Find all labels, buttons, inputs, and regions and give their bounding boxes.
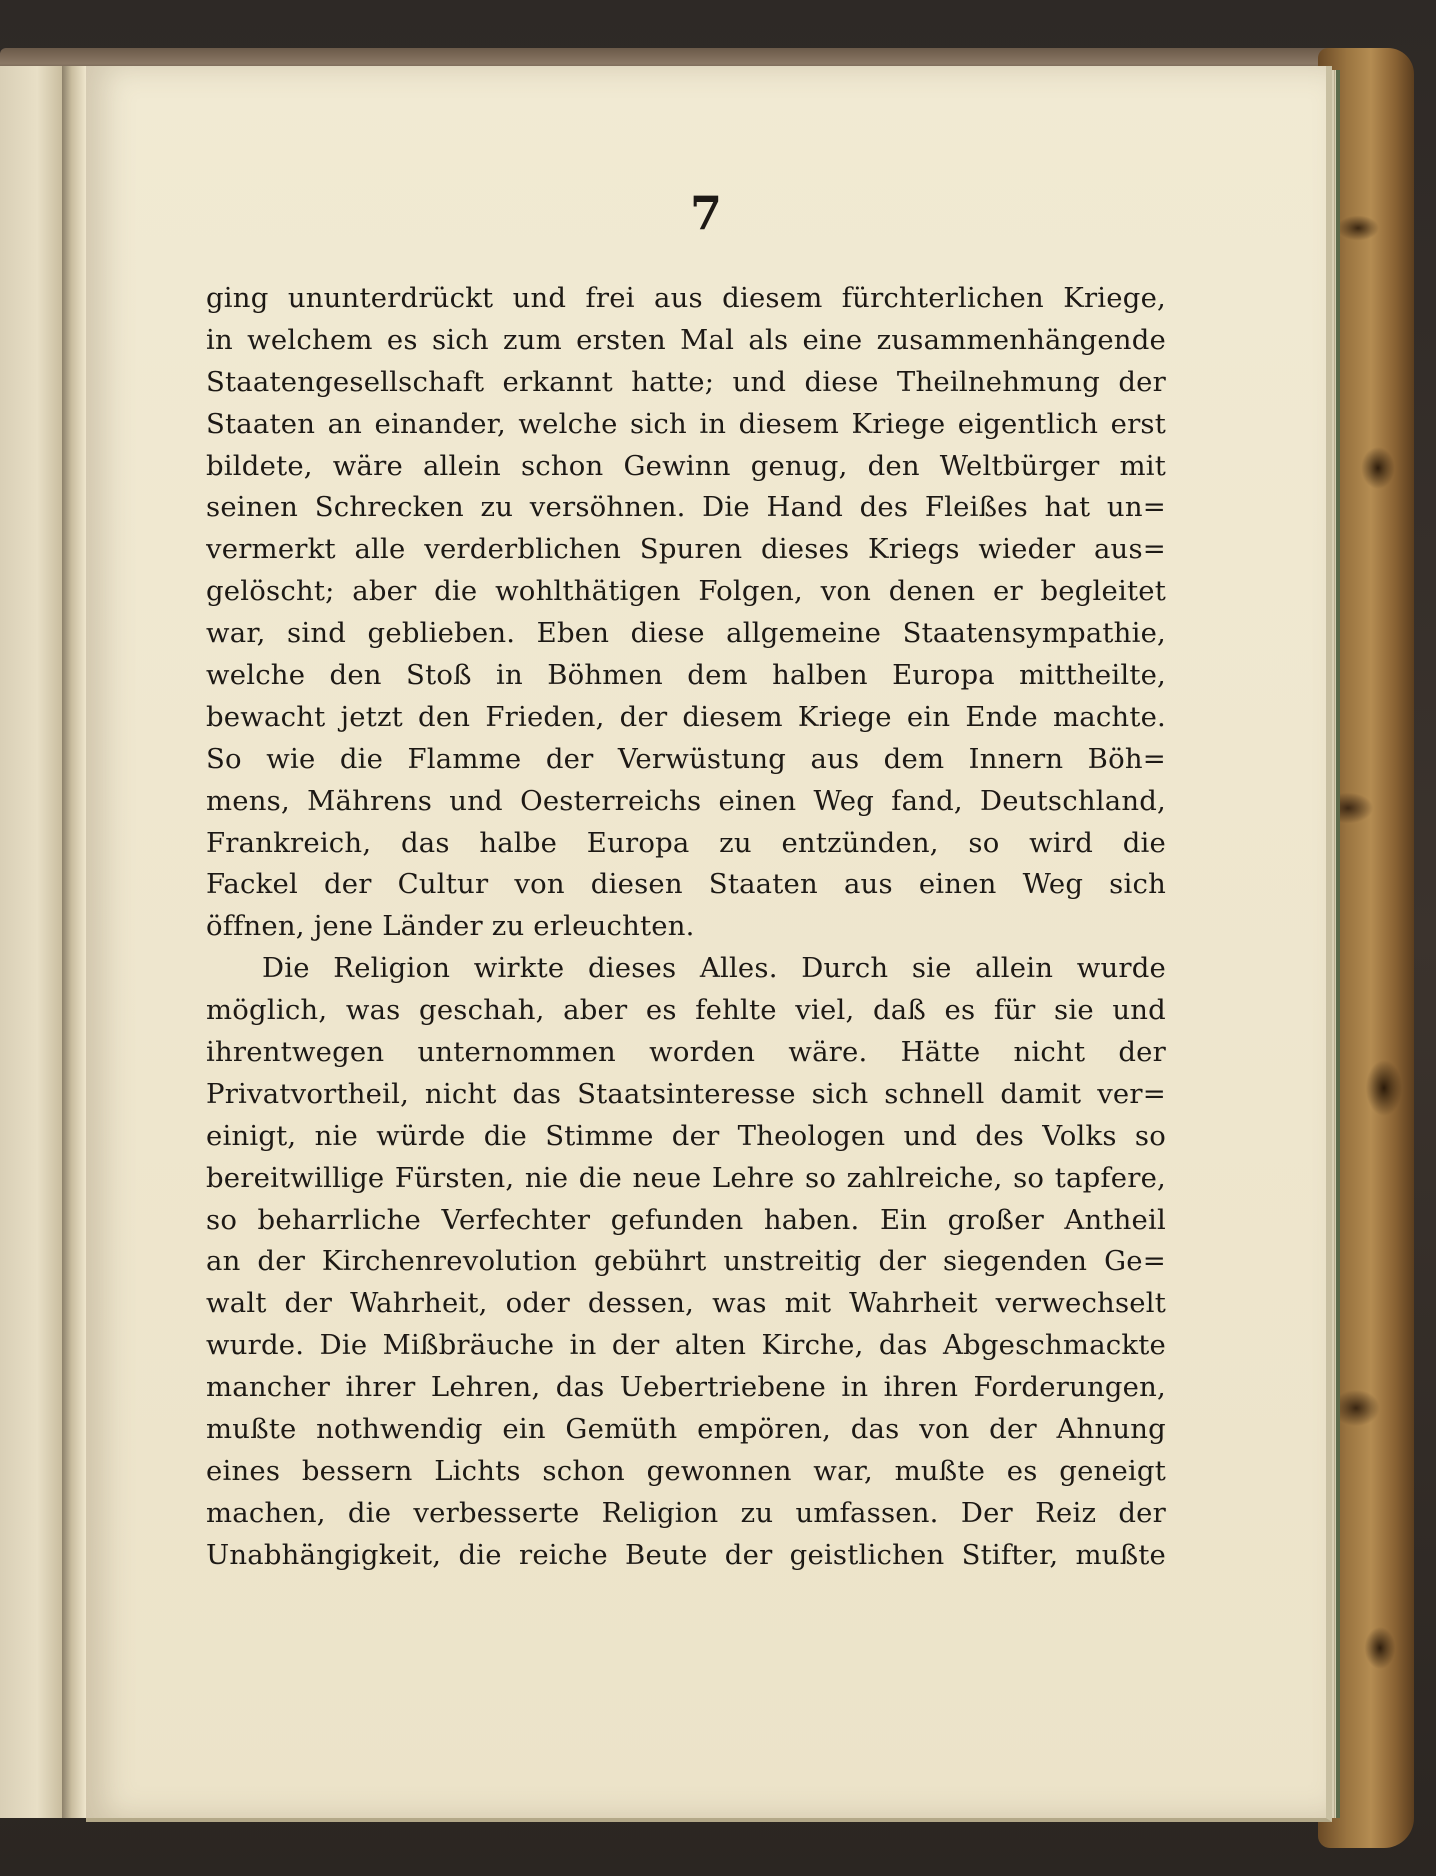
text-line: Privatvortheil, nicht das Staatsinteresse sich schnell damit ver= <box>206 1077 1166 1110</box>
text-line: Unabhängigkeit, die reiche Beute der geistlichen Stifter, mußte <box>206 1538 1166 1571</box>
left-page-edge <box>0 66 64 1818</box>
text-line: eines bessern Lichts schon gewonnen war, mußte es geneigt <box>206 1454 1166 1487</box>
text-line: Frankreich, das halbe Europa zu entzünden, so wird die <box>206 826 1166 859</box>
text-line: ihrentwegen unternommen worden wäre. Hätte nicht der <box>206 1036 1166 1069</box>
text-line: walt der Wahrheit, oder dessen, was mit Wahrheit verwechselt <box>206 1287 1166 1320</box>
text-line: mußte nothwendig ein Gemüth empören, das von der Ahnung <box>206 1413 1166 1446</box>
text-line: bewacht jetzt den Frieden, der diesem Kriege ein Ende machte. <box>206 700 1166 733</box>
text-line: mancher ihrer Lehren, das Uebertriebene in ihren Forderungen, <box>206 1371 1166 1404</box>
paragraph-2 <box>206 948 1166 1576</box>
text-line: öffnen, jene Länder zu erleuchten. <box>206 910 695 943</box>
book-gutter <box>62 66 86 1818</box>
text-line: machen, die verbesserte Religion zu umfassen. Der Reiz der <box>206 1496 1166 1529</box>
book-page <box>86 66 1332 1822</box>
paragraph-1 <box>206 278 1166 948</box>
text-line: ging ununterdrückt und frei aus diesem fürchterlichen Kriege, <box>206 282 1166 314</box>
text-line: Die Religion wirkte dieses Alles. Durch sie allein wurde <box>262 952 1166 985</box>
text-line: bildete, wäre allein schon Gewinn genug, den Weltbürger mit <box>206 449 1166 482</box>
text-line: welche den Stoß in Böhmen dem halben Europa mittheilte, <box>206 659 1166 692</box>
text-line: war, sind geblieben. Eben diese allgemeine Staatensympathie, <box>206 617 1166 650</box>
text-line: gelöscht; aber die wohlthätigen Folgen, von denen er begleitet <box>206 575 1166 608</box>
text-line: mens, Mährens und Oesterreichs einen Weg fand, Deutschland, <box>206 784 1166 817</box>
text-line: in welchem es sich zum ersten Mal als eine zusammenhängende <box>206 323 1166 356</box>
text-line: Fackel der Cultur von diesen Staaten aus einen Weg sich <box>206 868 1166 901</box>
text-line: Staaten an einander, welche sich in diesem Kriege eigentlich erst <box>206 407 1166 440</box>
text-line: So wie die Flamme der Verwüstung aus dem Innern Böh= <box>206 742 1166 775</box>
text-line: vermerkt alle verderblichen Spuren dieses Kriegs wieder aus= <box>206 533 1166 566</box>
green-page-edge <box>1336 70 1340 1818</box>
text-line: bereitwillige Fürsten, nie die neue Lehre so zahlreiche, so tapfere, <box>206 1161 1166 1194</box>
text-line: wurde. Die Mißbräuche in der alten Kirche, das Abgeschmackte <box>206 1329 1166 1362</box>
page-number: 7 <box>689 186 722 240</box>
text-line: seinen Schrecken zu versöhnen. Die Hand des Fleißes hat un= <box>206 491 1166 524</box>
text-line: Staatengesellschaft erkannt hatte; und diese Theilnehmung der <box>206 365 1166 398</box>
text-line: einigt, nie würde die Stimme der Theologen und des Volks so <box>206 1119 1166 1152</box>
text-line: so beharrliche Verfechter gefunden haben. Ein großer Antheil <box>206 1203 1166 1236</box>
text-line: an der Kirchenrevolution gebührt unstreitig der siegenden Ge= <box>206 1245 1166 1278</box>
text-line: möglich, was geschah, aber es fehlte viel, daß es für sie und <box>206 994 1166 1027</box>
body-text <box>206 278 1166 1577</box>
